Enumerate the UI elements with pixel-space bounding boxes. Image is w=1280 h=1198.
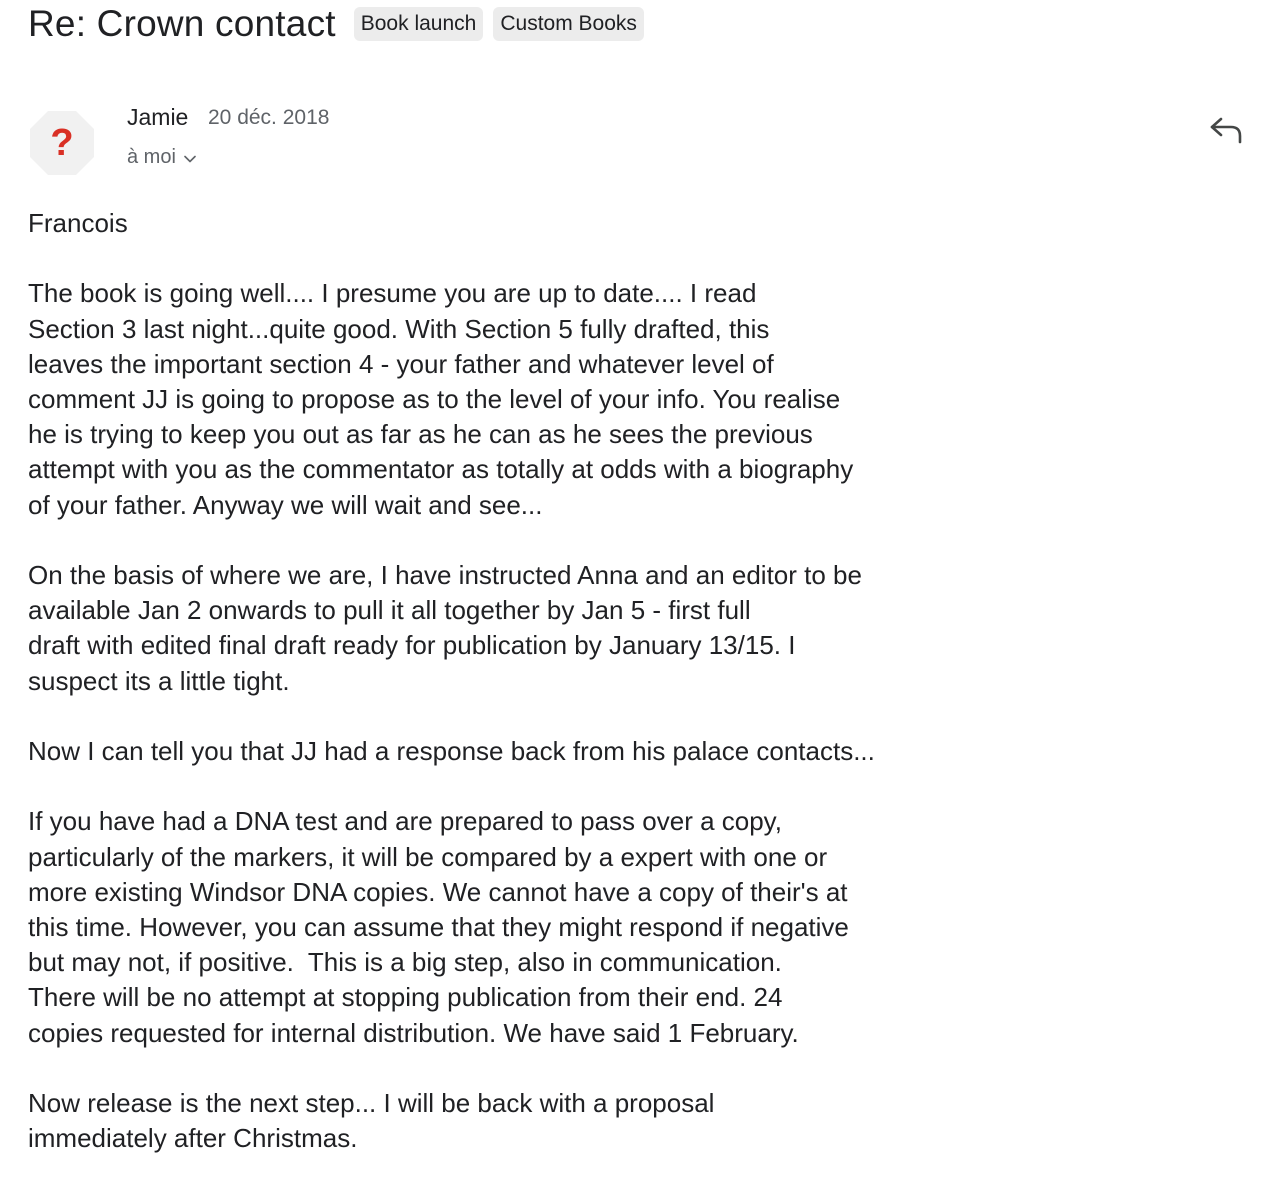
body-line: but may not, if positive. This is a big step, also in communication. (28, 947, 782, 978)
body-paragraph (28, 804, 1018, 1050)
body-line: Francois (28, 208, 128, 238)
body-line: On the basis of where we are, I have instructed Anna and an editor to be (28, 560, 862, 590)
body-line: There will be no attempt at stopping publication from their end. 24 (28, 982, 783, 1013)
reply-icon (1208, 115, 1244, 145)
body-line: Now release is the next step... I will be back with a proposal (28, 1088, 715, 1118)
question-mark-icon: ? (50, 122, 74, 164)
recipient-details-toggle[interactable] (127, 146, 196, 169)
message-date: 20 déc. 2018 (208, 106, 330, 129)
chevron-down-icon (184, 146, 196, 169)
body-line: Now I can tell you that JJ had a response back from his palace contacts... (28, 736, 875, 766)
body-line: he is trying to keep you out as far as he can as he sees the previous (28, 419, 813, 450)
body-line: of your father. Anyway we will wait and see... (28, 489, 543, 520)
body-line: suspect its a little tight. (28, 665, 290, 696)
body-line: comment JJ is going to propose as to the level of your info. You realise (28, 384, 841, 414)
body-line: leaves the important section 4 - your father and whatever level of (28, 348, 774, 379)
email-header (28, 0, 644, 48)
email-subject: Re: Crown contact (28, 3, 336, 44)
body-line: copies requested for internal distribution. We have said 1 February. (28, 1017, 799, 1048)
body-line: immediately after Christmas. (28, 1123, 358, 1154)
body-line: available Jan 2 onwards to pull it all together by Jan 5 - first full (28, 595, 751, 626)
body-paragraph (28, 558, 1018, 699)
body-paragraph (28, 1086, 1018, 1156)
body-line: attempt with you as the commentator as totally at odds with a biography (28, 454, 854, 485)
email-body (28, 206, 1018, 1192)
body-line: this time. However, you can assume that they might respond if negative (28, 912, 849, 942)
body-paragraph (28, 206, 1018, 241)
body-paragraph (28, 734, 1018, 769)
label-chip-custom-books[interactable]: Custom Books (493, 7, 644, 41)
recipient-label: à moi (127, 146, 176, 168)
body-line: If you have had a DNA test and are prepared to pass over a copy, (28, 806, 782, 837)
label-chip-book-launch[interactable]: Book launch (354, 7, 484, 41)
reply-button[interactable] (1206, 112, 1246, 148)
sender-name[interactable]: Jamie (127, 104, 189, 130)
body-line: more existing Windsor DNA copies. We cannot have a copy of their's at (28, 876, 848, 907)
sender-avatar[interactable] (29, 110, 95, 176)
body-line: particularly of the markers, it will be compared by a expert with one or (28, 841, 828, 872)
body-paragraph (28, 276, 1018, 522)
body-line: Section 3 last night...quite good. With Section 5 fully drafted, this (28, 313, 770, 344)
body-line: draft with edited final draft ready for publication by January 13/15. I (28, 630, 796, 661)
body-line: The book is going well.... I presume you are up to date.... I read (28, 278, 757, 309)
